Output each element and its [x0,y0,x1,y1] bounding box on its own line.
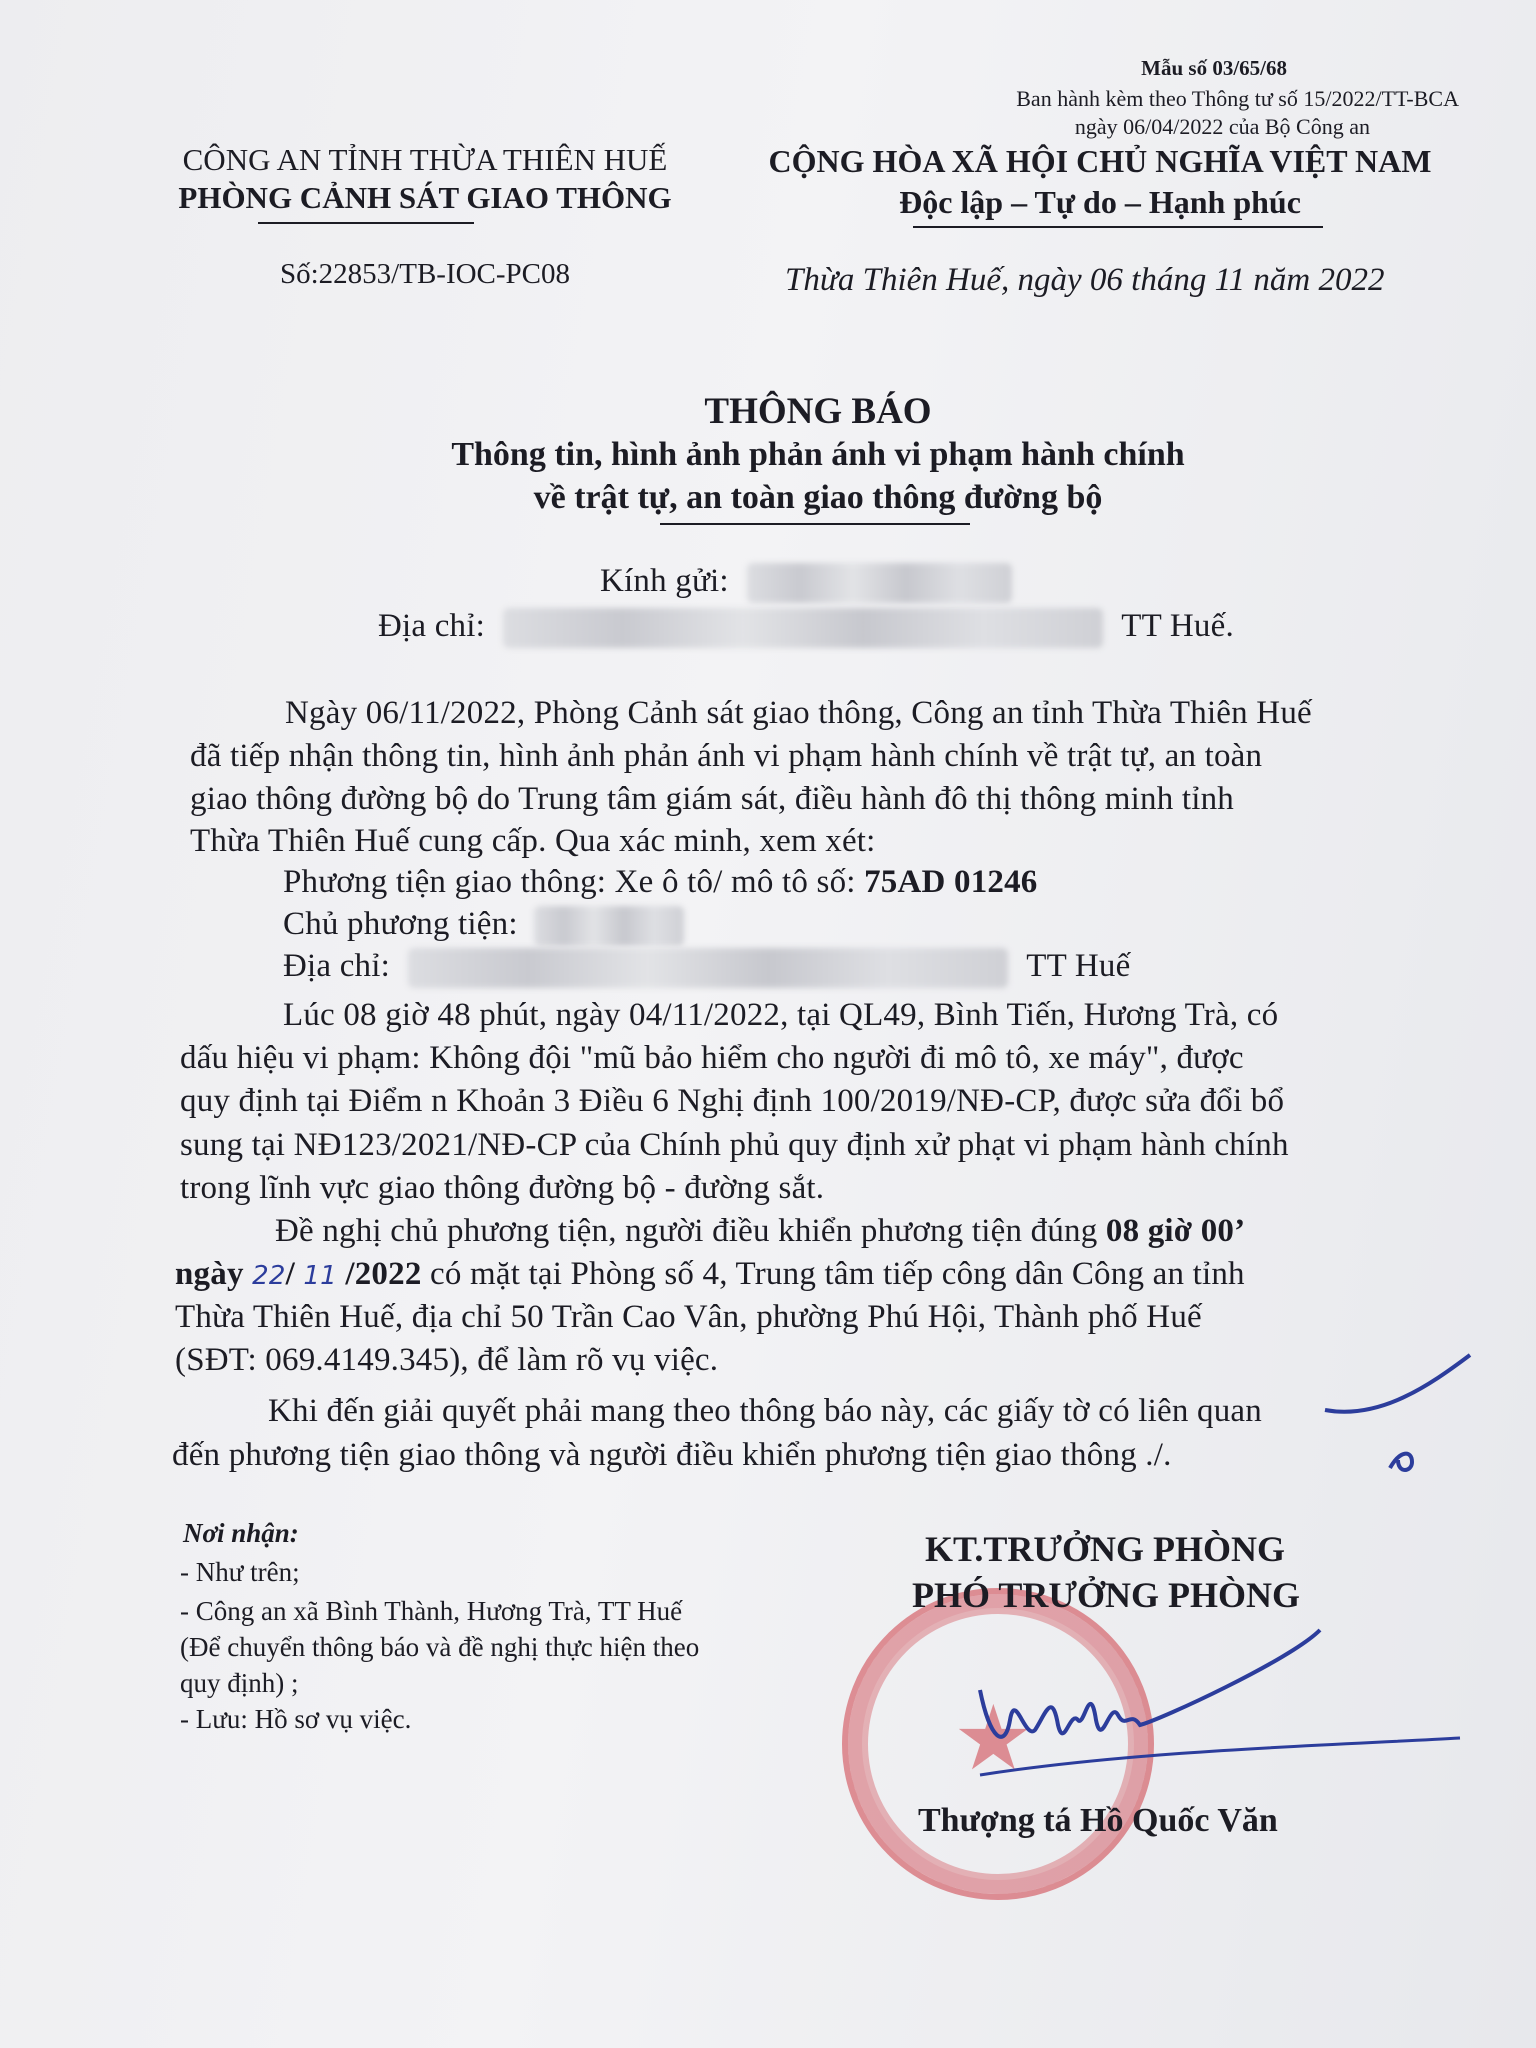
p3-line-3: Thừa Thiên Huế, địa chỉ 50 Trần Cao Vân, phường Phú Hội, Thành phố Huế [175,1299,1202,1335]
title-underline [660,523,970,525]
recipient-row [600,563,1012,603]
vehicle-label: Phương tiện giao thông: Xe ô tô/ mô tô số: [283,864,865,900]
form-date-line: ngày 06/04/2022 của Bộ Công an [1074,114,1370,139]
p3-line-2: ngày 22/ 11 /2022 có mặt tại Phòng số 4, Trung tâm tiếp công dân Công an tỉnh [175,1256,1245,1292]
to-label: Kính gửi: [600,563,729,599]
country-name: CỘNG HÒA XÃ HỘI CHỦ NGHĨA VIỆT NAM [768,143,1432,179]
p3-line-4: (SĐT: 069.4149.345), để làm rõ vụ việc. [175,1342,719,1378]
vehicle-plate: 75AD 01246 [864,864,1038,900]
motto-underline [913,226,1323,228]
vehicle-row [283,864,1038,901]
redacted-recipient-name [747,563,1012,603]
signature-line-2: PHÓ TRƯỞNG PHÒNG [912,1575,1301,1615]
notice-title: THÔNG BÁO [704,391,932,432]
appointment-time: 08 giờ 00’ [1105,1213,1246,1249]
recipients-item-2: - Công an xã Bình Thành, Hương Trà, TT Huế [180,1596,683,1626]
agency-name: CÔNG AN TỈNH THỪA THIÊN HUẾ [182,142,668,177]
form-issued-line: Ban hành kèm theo Thông tư số 15/2022/TT-BCA [1016,86,1459,111]
department-underline [258,222,474,224]
p1-line-2: đã tiếp nhận thông tin, hình ảnh phản ánh vi phạm hành chính về trật tự, an toàn [190,738,1263,774]
pen-check-mark [1320,1350,1480,1480]
owner-row [283,906,684,946]
owner-label: Chủ phương tiện: [283,906,518,942]
department-name: PHÒNG CẢNH SÁT GIAO THÔNG [178,180,672,215]
seal-star-icon: ★ [953,1690,1034,1789]
p2-line-1: Lúc 08 giờ 48 phút, ngày 04/11/2022, tại QL49, Bình Tiến, Hương Trà, có [283,997,1279,1033]
owner-address-tail: TT Huế [1026,948,1131,984]
p2-line-4: sung tại NĐ123/2021/NĐ-CP của Chính phủ quy định xử phạt vi phạm hành chính [180,1127,1289,1163]
place-date: Thừa Thiên Huế, ngày 06 tháng 11 năm 2022 [785,262,1385,298]
p2-line-2: dấu hiệu vi phạm: Không đội "mũ bảo hiểm cho người đi mô tô, xe máy", được [180,1040,1244,1076]
handwritten-month: 11 [303,1261,337,1291]
form-number: Mẫu số 03/65/68 [1141,56,1287,80]
document-number: Số:22853/TB-IOC-PC08 [279,258,571,290]
redacted-owner-name [534,906,684,946]
motto: Độc lập – Tự do – Hạnh phúc [899,184,1301,220]
recipients-title: Nơi nhận: [183,1518,299,1548]
recipient-address-row [378,608,1234,648]
address-tail: TT Huế. [1121,608,1234,644]
owner-address-row [283,948,1130,988]
p1-line-3: giao thông đường bộ do Trung tâm giám sát, điều hành đô thị thông minh tỉnh [190,781,1234,817]
recipients-item-1: - Như trên; [180,1557,300,1587]
recipients-item-4: quy định) ; [180,1668,299,1698]
p3-start: Đề nghị chủ phương tiện, người điều khiển phương tiện đúng [275,1213,1106,1249]
p3-rest: có mặt tại Phòng số 4, Trung tâm tiếp công dân Công an tỉnh [421,1256,1245,1292]
notice-subtitle-1: Thông tin, hình ảnh phản ánh vi phạm hành chính [451,436,1185,473]
handwritten-day: 22 [252,1261,286,1291]
redacted-owner-address [408,948,1008,988]
signer-name: Thượng tá Hồ Quốc Văn [918,1802,1278,1839]
signature-line-1: KT.TRƯỞNG PHÒNG [925,1529,1285,1569]
owner-address-label: Địa chỉ: [283,948,390,984]
recipients-item-3: (Để chuyển thông báo và đề nghị thực hiện theo [180,1632,700,1662]
p4-line-2: đến phương tiện giao thông và người điều khiển phương tiện giao thông ./. [172,1437,1172,1473]
p2-line-3: quy định tại Điểm n Khoản 3 Điều 6 Nghị định 100/2019/NĐ-CP, được sửa đổi bổ [180,1083,1285,1119]
day-label: ngày [175,1256,253,1292]
handwritten-signature [960,1620,1480,1780]
p4-line-1: Khi đến giải quyết phải mang theo thông báo này, các giấy tờ có liên quan [268,1393,1262,1429]
notice-subtitle-2: về trật tự, an toàn giao thông đường bộ [533,479,1103,516]
p2-line-5: trong lĩnh vực giao thông đường bộ - đường sắt. [180,1170,825,1206]
redacted-recipient-address [503,608,1103,648]
p1-line-1: Ngày 06/11/2022, Phòng Cảnh sát giao thông, Công an tỉnh Thừa Thiên Huế [285,695,1312,731]
p1-line-4: Thừa Thiên Huế cung cấp. Qua xác minh, xem xét: [190,823,876,859]
address-label: Địa chỉ: [378,608,485,644]
recipients-item-5: - Lưu: Hồ sơ vụ việc. [180,1704,412,1734]
appointment-year: /2022 [345,1256,422,1292]
p3-line-1 [275,1213,1245,1250]
